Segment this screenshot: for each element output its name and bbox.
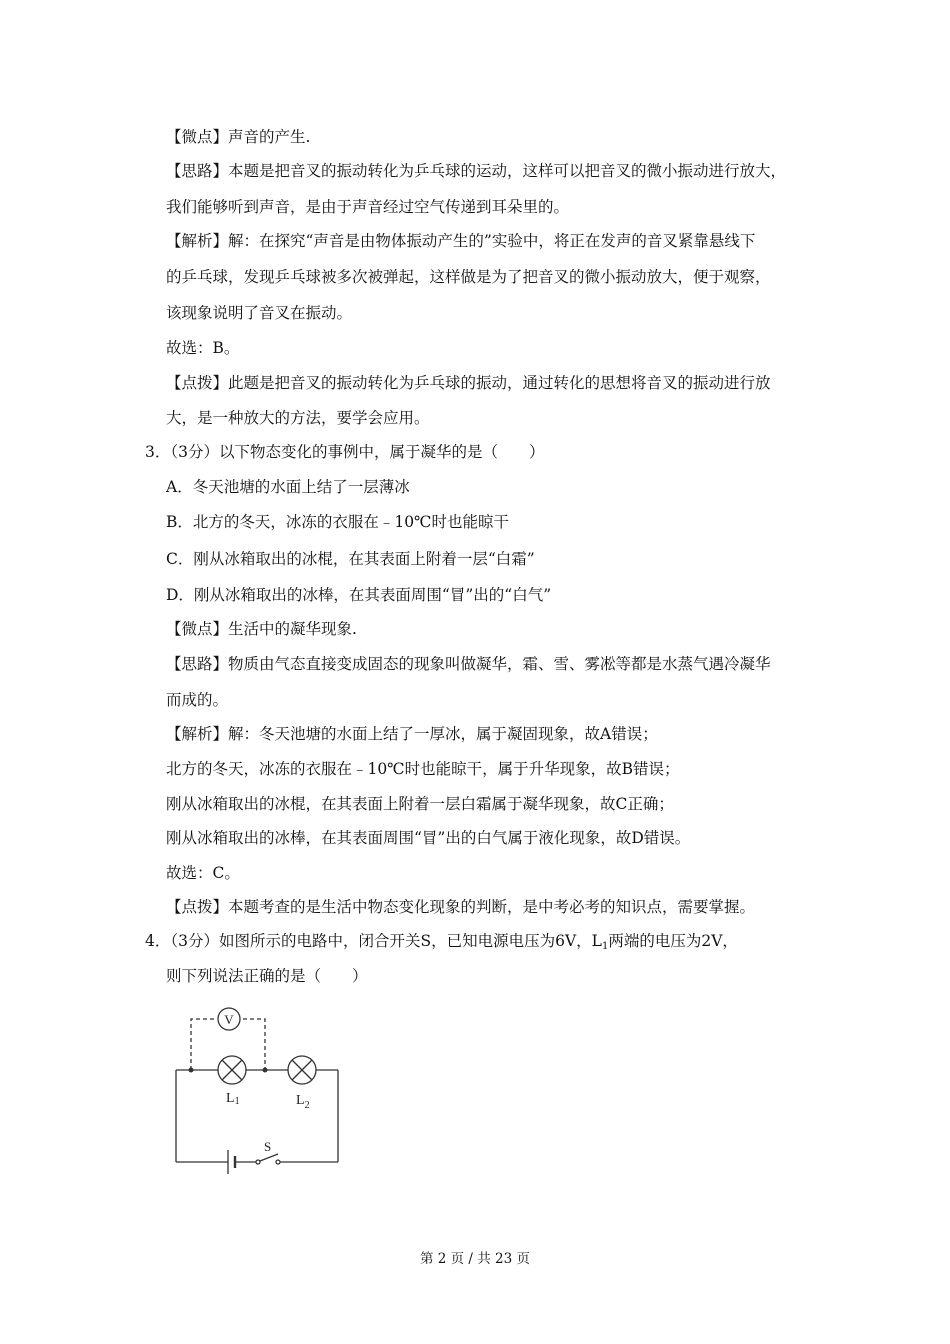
- q4-stem-line2: 则下列说法正确的是（ ）: [166, 967, 368, 985]
- q2-silu-line1: 【思路】本题是把音叉的振动转化为乒乓球的运动，这样可以把音叉的微小振动进行放大，: [166, 162, 787, 180]
- q2-weidian: 【微点】声音的产生.: [166, 128, 311, 146]
- lamp-l1-label: L1: [226, 1091, 240, 1107]
- circuit-diagram: [160, 1000, 360, 1185]
- q3-jiexi-line4: 刚从冰箱取出的冰棒，在其表面周围“冒”出的白气属于液化现象，故D错误。: [166, 829, 691, 847]
- junction-right: [263, 1068, 268, 1073]
- q3-option-d: D．刚从冰箱取出的冰棒，在其表面周围“冒”出的“白气”: [166, 586, 552, 604]
- junction-left: [189, 1068, 194, 1073]
- q3-option-c: C．刚从冰箱取出的冰棍，在其表面上附着一层“白霜”: [166, 550, 535, 568]
- switch-blade: [260, 1154, 278, 1161]
- q2-jiexi-line1: 【解析】解：在探究“声音是由物体振动产生的”实验中，将正在发声的音叉紧靠悬线下: [166, 232, 756, 250]
- voltmeter-dashed-wire-right: [243, 1019, 265, 1070]
- q3-jiexi-line3: 刚从冰箱取出的冰棍，在其表面上附着一层白霜属于凝华现象，故C正确；: [166, 795, 674, 813]
- q3-answer: 故选：C。: [166, 864, 240, 882]
- q3-silu-line2: 而成的。: [166, 691, 229, 709]
- q2-answer: 故选：B。: [166, 339, 240, 357]
- page-footer: 第 2 页 / 共 23 页: [419, 1251, 531, 1267]
- voltmeter-label: V: [224, 1012, 234, 1027]
- q2-dianbo-line2: 大，是一种放大的方法，要学会应用。: [166, 409, 430, 427]
- q3-stem: 3．（3分）以下物态变化的事例中，属于凝华的是（ ）: [145, 443, 545, 461]
- q3-silu-line1: 【思路】物质由气态直接变成固态的现象叫做凝华，霜、雪、雾凇等都是水蒸气遇冷凝华: [166, 655, 771, 673]
- q4-stem-subscript: 1: [601, 941, 609, 952]
- lamp-l2-label: $L_2$: [296, 1093, 310, 1111]
- q2-dianbo-line1: 【点拨】此题是把音叉的振动转化为乒乓球的振动，通过转化的思想将音叉的振动进行放: [166, 374, 771, 392]
- voltmeter-dashed-wire: [191, 1019, 215, 1070]
- q2-jiexi-line2: 的乒乓球，发现乒乓球被多次被弹起，这样做是为了把音叉的微小振动放大，便于观察，: [166, 268, 771, 286]
- q3-weidian: 【微点】生活中的凝华现象.: [166, 620, 357, 638]
- switch-label: S: [264, 1139, 272, 1154]
- q4-stem-line1: [145, 931, 738, 951]
- switch-contact-right: [276, 1160, 280, 1164]
- q3-option-a: A．冬天池塘的水面上结了一层薄冰: [166, 478, 410, 496]
- q3-jiexi-line2: 北方的冬天，冰冻的衣服在﹣10℃时也能晾干，属于升华现象，故B错误；: [166, 760, 680, 778]
- q3-option-b: B．北方的冬天，冰冻的衣服在﹣10℃时也能晾干: [166, 513, 509, 531]
- q2-jiexi-line3: 该现象说明了音叉在振动。: [166, 304, 353, 322]
- switch-contact-left: [256, 1160, 260, 1164]
- q3-jiexi-line1: 【解析】解：冬天池塘的水面上结了一厚冰，属于凝固现象，故A错误；: [166, 725, 658, 743]
- q3-dianbo: 【点拨】本题考查的是生活中物态变化现象的判断，是中考必考的知识点，需要掌握。: [166, 898, 756, 916]
- q4-stem-post: 两端的电压为2V，: [608, 932, 738, 950]
- q2-silu-line2: 我们能够听到声音，是由于声音经过空气传递到耳朵里的。: [166, 198, 570, 216]
- q4-stem-pre: 4．（3分）如图所示的电路中，闭合开关S，已知电源电压为6V，L: [145, 932, 602, 950]
